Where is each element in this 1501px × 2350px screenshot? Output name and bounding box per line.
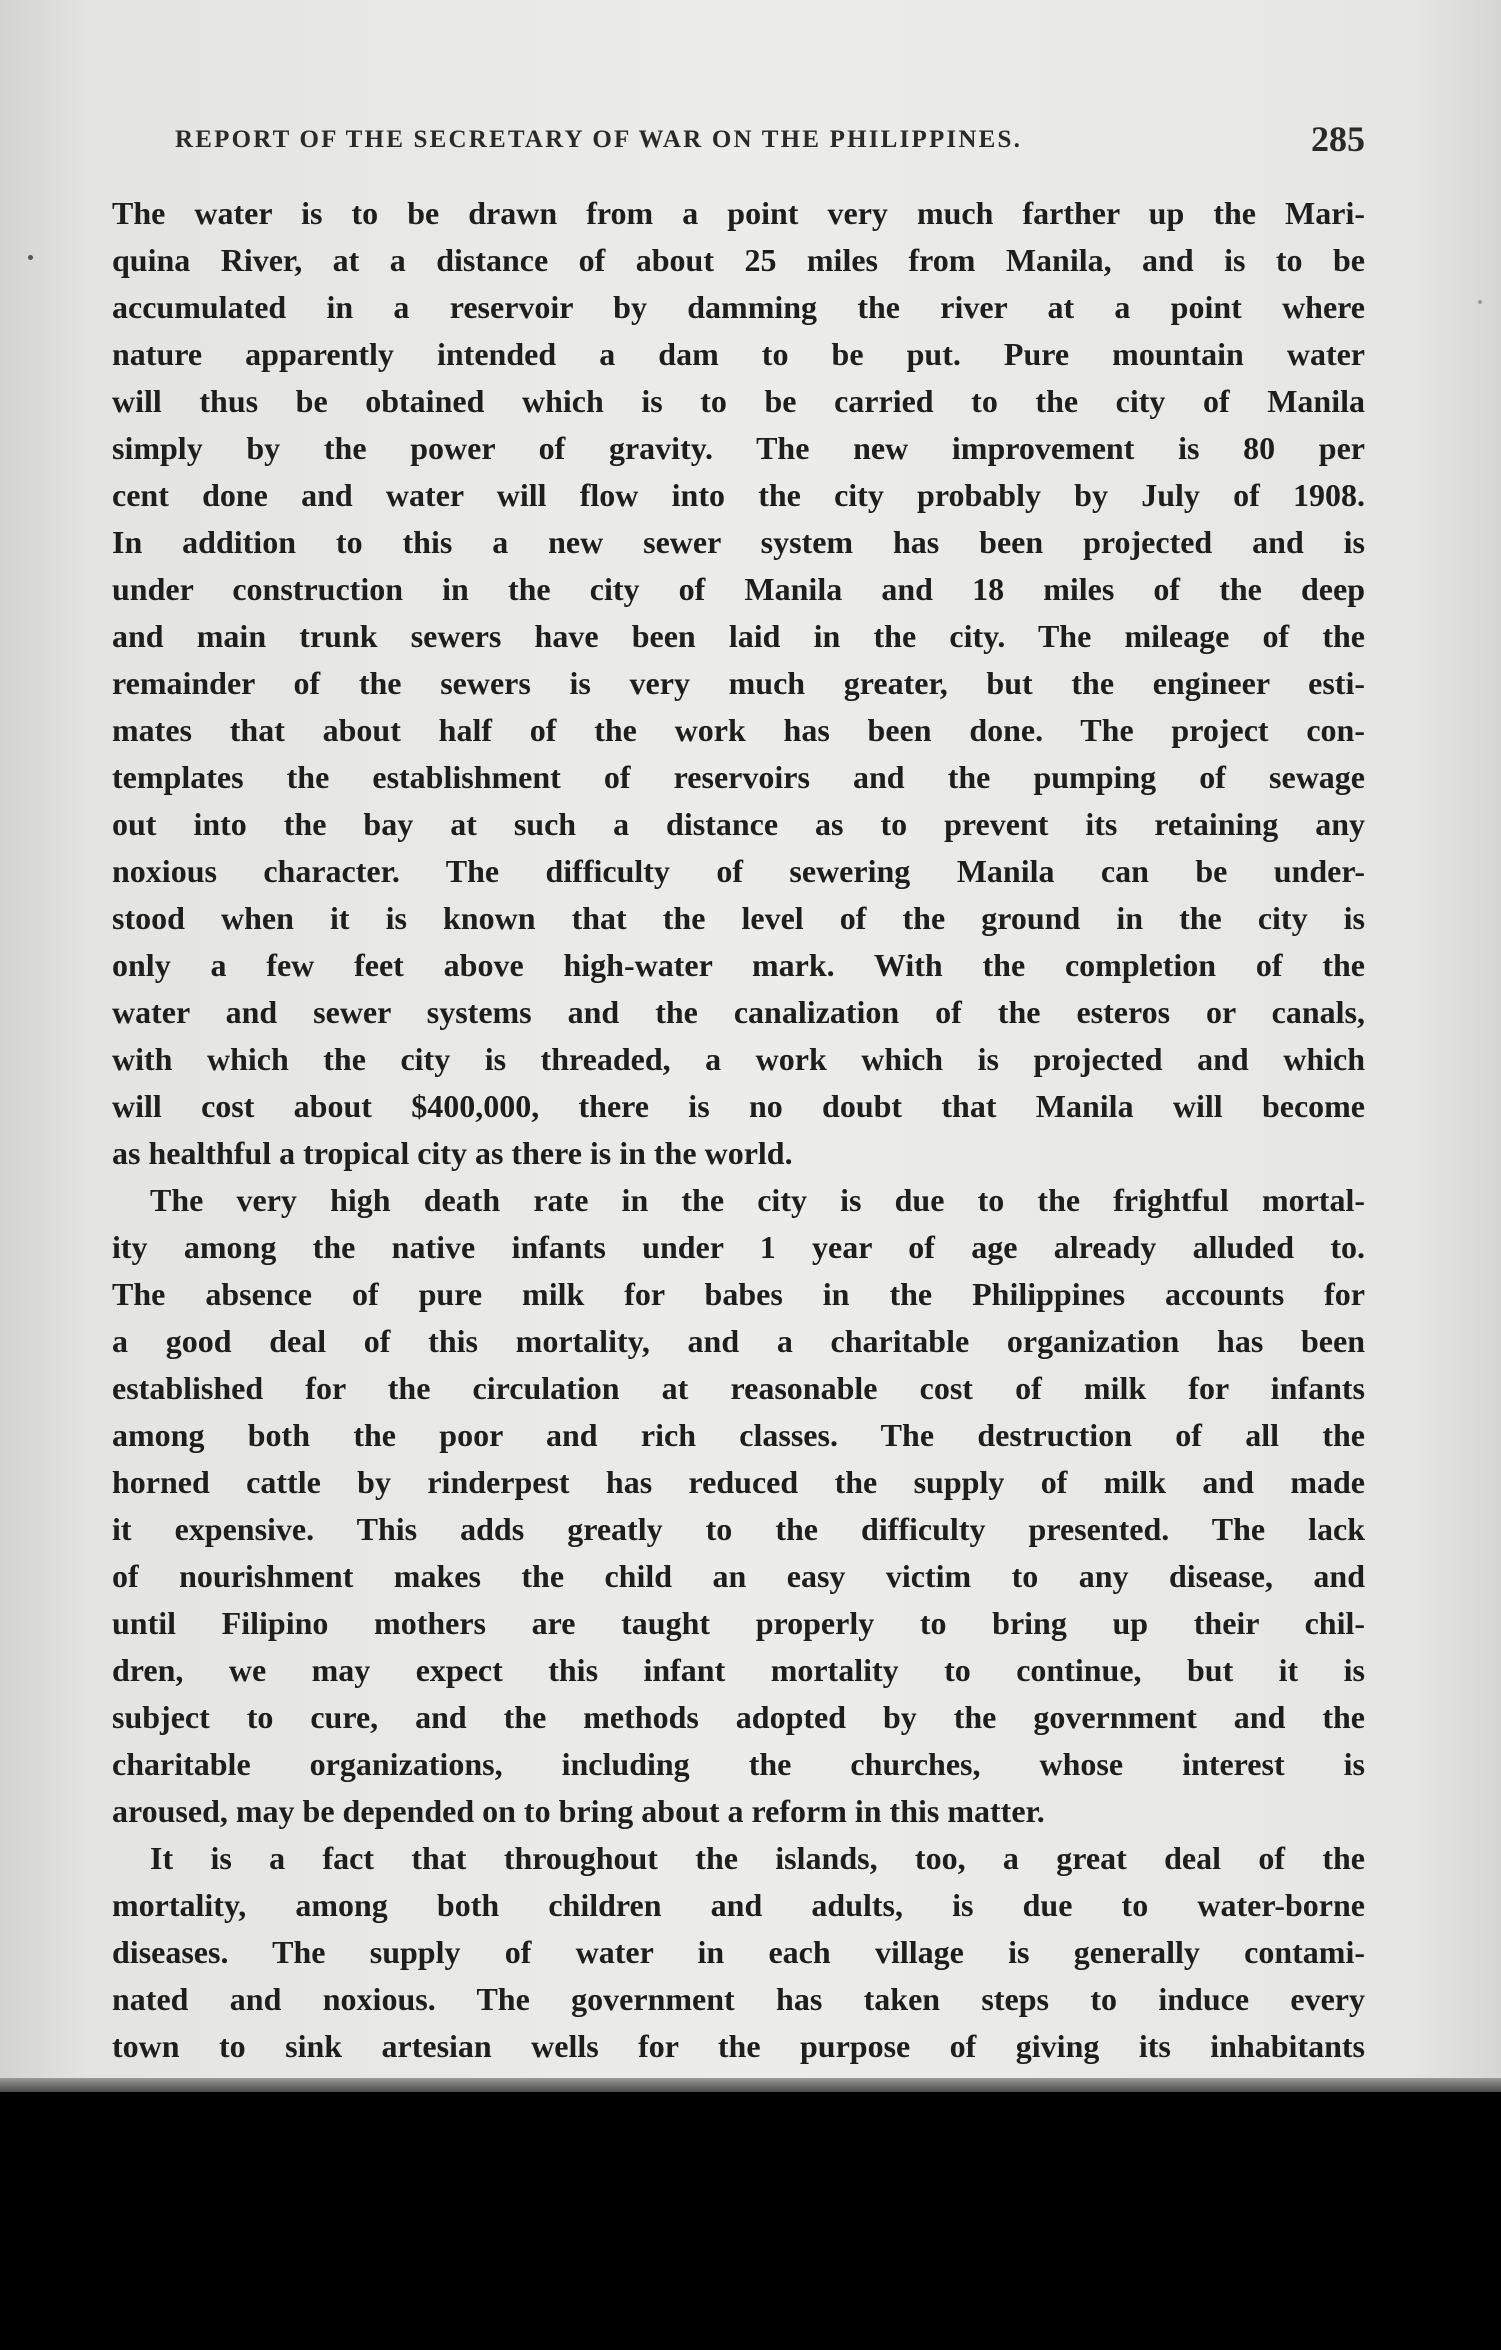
body-text xyxy=(112,190,1365,2070)
text-line: cent done and water will flow into the city probably by July of 1908. xyxy=(112,477,1365,513)
paragraph-3 xyxy=(112,1835,1365,2070)
text-line: In addition to this a new sewer system has been projected and is xyxy=(112,524,1365,560)
text-line: quina River, at a distance of about 25 miles from Manila, and is to be xyxy=(112,242,1365,278)
text-line: with which the city is threaded, a work which is projected and which xyxy=(112,1041,1365,1077)
text-line: diseases. The supply of water in each village is generally contami- xyxy=(112,1934,1365,1970)
text-line: remainder of the sewers is very much greater, but the engineer esti- xyxy=(112,665,1365,701)
text-line: under construction in the city of Manila and 18 miles of the deep xyxy=(112,571,1365,607)
running-head xyxy=(175,118,1365,168)
text-line: of nourishment makes the child an easy victim to any disease, and xyxy=(112,1558,1365,1594)
text-line: will cost about $400,000, there is no doubt that Manila will become xyxy=(112,1088,1365,1124)
text-line: among both the poor and rich classes. The destruction of all the xyxy=(112,1417,1365,1453)
text-line: horned cattle by rinderpest has reduced the supply of milk and made xyxy=(112,1464,1365,1500)
text-line: noxious character. The difficulty of sewering Manila can be under- xyxy=(112,853,1365,889)
text-line: The water is to be drawn from a point very much farther up the Mari- xyxy=(112,195,1365,231)
text-line: nature apparently intended a dam to be put. Pure mountain water xyxy=(112,336,1365,372)
text-line: dren, we may expect this infant mortality to continue, but it is xyxy=(112,1652,1365,1688)
text-line: town to sink artesian wells for the purpose of giving its inhabitants xyxy=(112,2028,1365,2064)
text-line: it expensive. This adds greatly to the difficulty presented. The lack xyxy=(112,1511,1365,1547)
text-line: and main trunk sewers have been laid in the city. The mileage of the xyxy=(112,618,1365,654)
scan-bottom-edge xyxy=(0,2078,1501,2092)
text-line: water and sewer systems and the canalization of the esteros or canals, xyxy=(112,994,1365,1030)
text-line: It is a fact that throughout the islands, too, a great deal of the xyxy=(150,1840,1365,1876)
text-line: stood when it is known that the level of the ground in the city is xyxy=(112,900,1365,936)
text-line: simply by the power of gravity. The new improvement is 80 per xyxy=(112,430,1365,466)
text-line: out into the bay at such a distance as to prevent its retaining any xyxy=(112,806,1365,842)
text-line: The very high death rate in the city is due to the frightful mortal- xyxy=(150,1182,1365,1218)
text-line: aroused, may be depended on to bring about a reform in this matter. xyxy=(112,1793,1045,1829)
text-line: templates the establishment of reservoirs and the pumping of sewage xyxy=(112,759,1365,795)
text-line: nated and noxious. The government has taken steps to induce every xyxy=(112,1981,1365,2017)
text-line: until Filipino mothers are taught properly to bring up their chil- xyxy=(112,1605,1365,1641)
text-line: only a few feet above high-water mark. With the completion of the xyxy=(112,947,1365,983)
text-line: ity among the native infants under 1 year of age already alluded to. xyxy=(112,1229,1365,1265)
paragraph-1 xyxy=(112,190,1365,1177)
running-title: REPORT OF THE SECRETARY OF WAR ON THE PHILIPPINES. xyxy=(175,126,1023,153)
margin-speck xyxy=(28,255,33,260)
text-line: accumulated in a reservoir by damming the river at a point where xyxy=(112,289,1365,325)
margin-speck xyxy=(1478,300,1482,304)
text-line: a good deal of this mortality, and a charitable organization has been xyxy=(112,1323,1365,1359)
paragraph-2 xyxy=(112,1177,1365,1835)
text-line: The absence of pure milk for babes in the Philippines accounts for xyxy=(112,1276,1365,1312)
text-line: as healthful a tropical city as there is in the world. xyxy=(112,1135,793,1171)
text-line: mortality, among both children and adults, is due to water-borne xyxy=(112,1887,1365,1923)
page-number: 285 xyxy=(1311,119,1365,159)
text-line: subject to cure, and the methods adopted by the government and the xyxy=(112,1699,1365,1735)
text-line: mates that about half of the work has been done. The project con- xyxy=(112,712,1365,748)
text-line: established for the circulation at reasonable cost of milk for infants xyxy=(112,1370,1365,1406)
text-line: charitable organizations, including the churches, whose interest is xyxy=(112,1746,1365,1782)
text-line: will thus be obtained which is to be carried to the city of Manila xyxy=(112,383,1365,419)
